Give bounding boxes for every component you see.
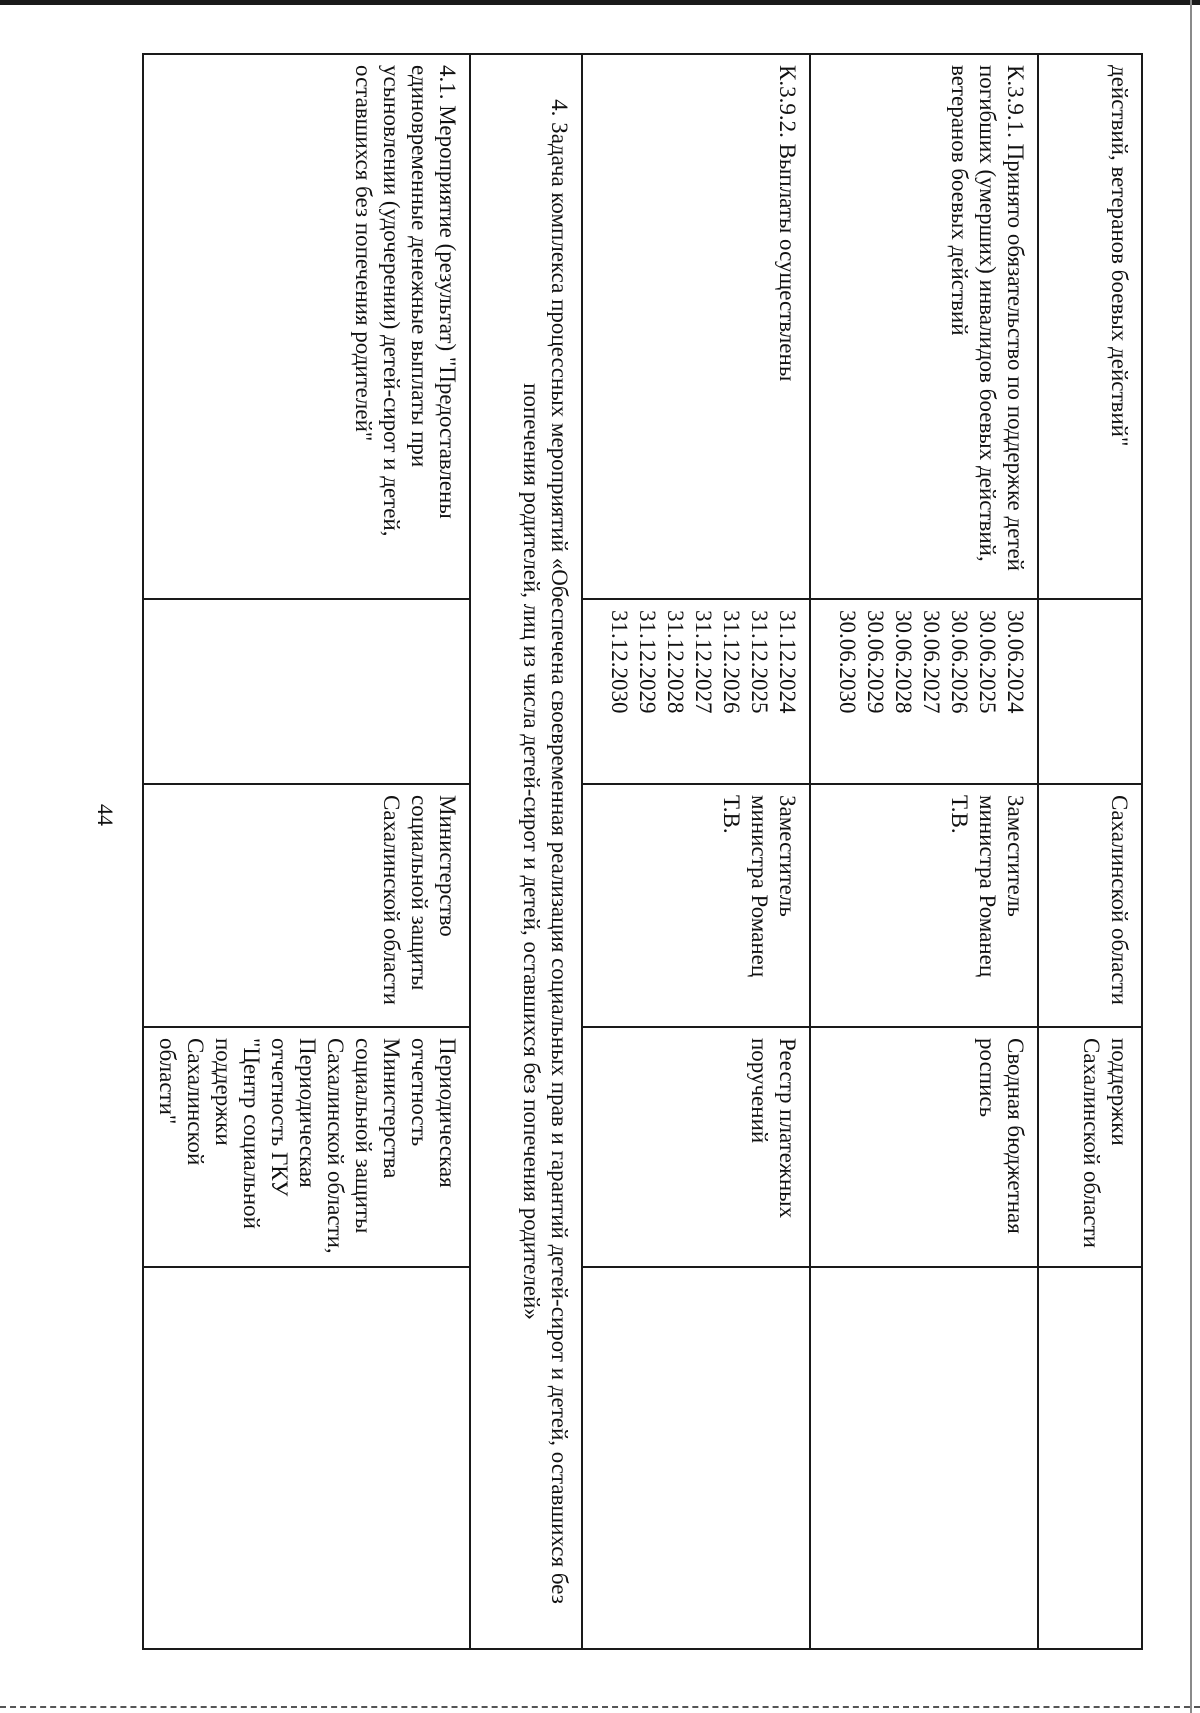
- row-deadline-cell: [810, 599, 1038, 784]
- deadline-date: 30.06.2028: [890, 610, 916, 714]
- deadline-date: 30.06.2025: [974, 610, 1000, 714]
- row-name-cell: 4.1. Мероприятие (результат) "Предоставлены единовременные денежные выплаты при усыновлении (удочерении) детей-сирот и детей, оставшихся без попечения родителей": [143, 54, 470, 599]
- task-row: [470, 54, 582, 1649]
- empty-cell: [582, 1267, 810, 1649]
- deadline-date: 31.12.2024: [775, 610, 800, 714]
- row-document-cell: поддержки Сахалинской области: [1038, 1027, 1142, 1267]
- deadline-date: 30.06.2026: [946, 610, 972, 714]
- deadline-date: 30.06.2024: [1003, 610, 1028, 714]
- row-document-cell: Сводная бюджетная роспись: [810, 1027, 1038, 1267]
- row-responsible-cell: Сахалинской области: [1038, 784, 1142, 1027]
- scan-edge-right: [1190, 0, 1192, 1713]
- table-row: [582, 54, 810, 1649]
- empty-cell: [143, 1267, 470, 1649]
- deadline-date: 30.06.2027: [918, 610, 944, 714]
- row-name-cell: К.3.9.1. Принято обязательство по поддержке детей погибших (умерших) инвалидов боевых действий, ветеранов боевых действий: [810, 54, 1038, 599]
- row-responsible-cell: Заместитель министра Романец Т.В.: [810, 784, 1038, 1027]
- activities-table: [142, 53, 1143, 1650]
- deadline-date: 31.12.2025: [746, 610, 772, 714]
- deadline-date: 30.06.2029: [862, 610, 888, 714]
- scan-edge-top: [0, 0, 1200, 5]
- row-document-cell: Реестр платежных поручений: [582, 1027, 810, 1267]
- row-deadline-cell: [582, 599, 810, 784]
- page-number: 44: [93, 804, 118, 826]
- empty-cell: [810, 1267, 1038, 1649]
- deadline-date: 31.12.2029: [634, 610, 660, 714]
- deadline-date: 31.12.2030: [606, 610, 632, 714]
- row-document-cell: Периодическая отчетность Министерства социальной защиты Сахалинской области, Периодическая отчетность ГКУ "Центр социальной поддержки Сахалинской области": [143, 1027, 470, 1267]
- deadline-date: 31.12.2027: [690, 610, 716, 714]
- empty-cell: [1038, 1267, 1142, 1649]
- row-deadline-cell: [143, 599, 470, 784]
- table-container: [148, 53, 1143, 1648]
- table-row: [143, 54, 470, 1649]
- deadline-date: 31.12.2028: [662, 610, 688, 714]
- row-name-cell: действий, ветеранов боевых действий": [1038, 54, 1142, 599]
- table-row: [810, 54, 1038, 1649]
- row-responsible-cell: Заместитель министра Романец Т.В.: [582, 784, 810, 1027]
- row-responsible-cell: Министерство социальной защиты Сахалинской области: [143, 784, 470, 1027]
- table-row: [1038, 54, 1142, 1649]
- row-name-cell: К.3.9.2. Выплаты осуществлены: [582, 54, 810, 599]
- task-4-header: 4. Задача комплекса процессных мероприятий «Обеспечена своевременная реализация социальных прав и гарантий детей-сирот и детей, оставшихся без попечения родителей, лиц из числа детей-сирот и детей, оставшихся без попечения родителей»: [470, 54, 582, 1649]
- scan-edge-bottom: [0, 1706, 1200, 1711]
- row-deadline-cell: [1038, 599, 1142, 784]
- deadline-date: 31.12.2026: [718, 610, 744, 714]
- deadline-date: 30.06.2030: [834, 610, 860, 714]
